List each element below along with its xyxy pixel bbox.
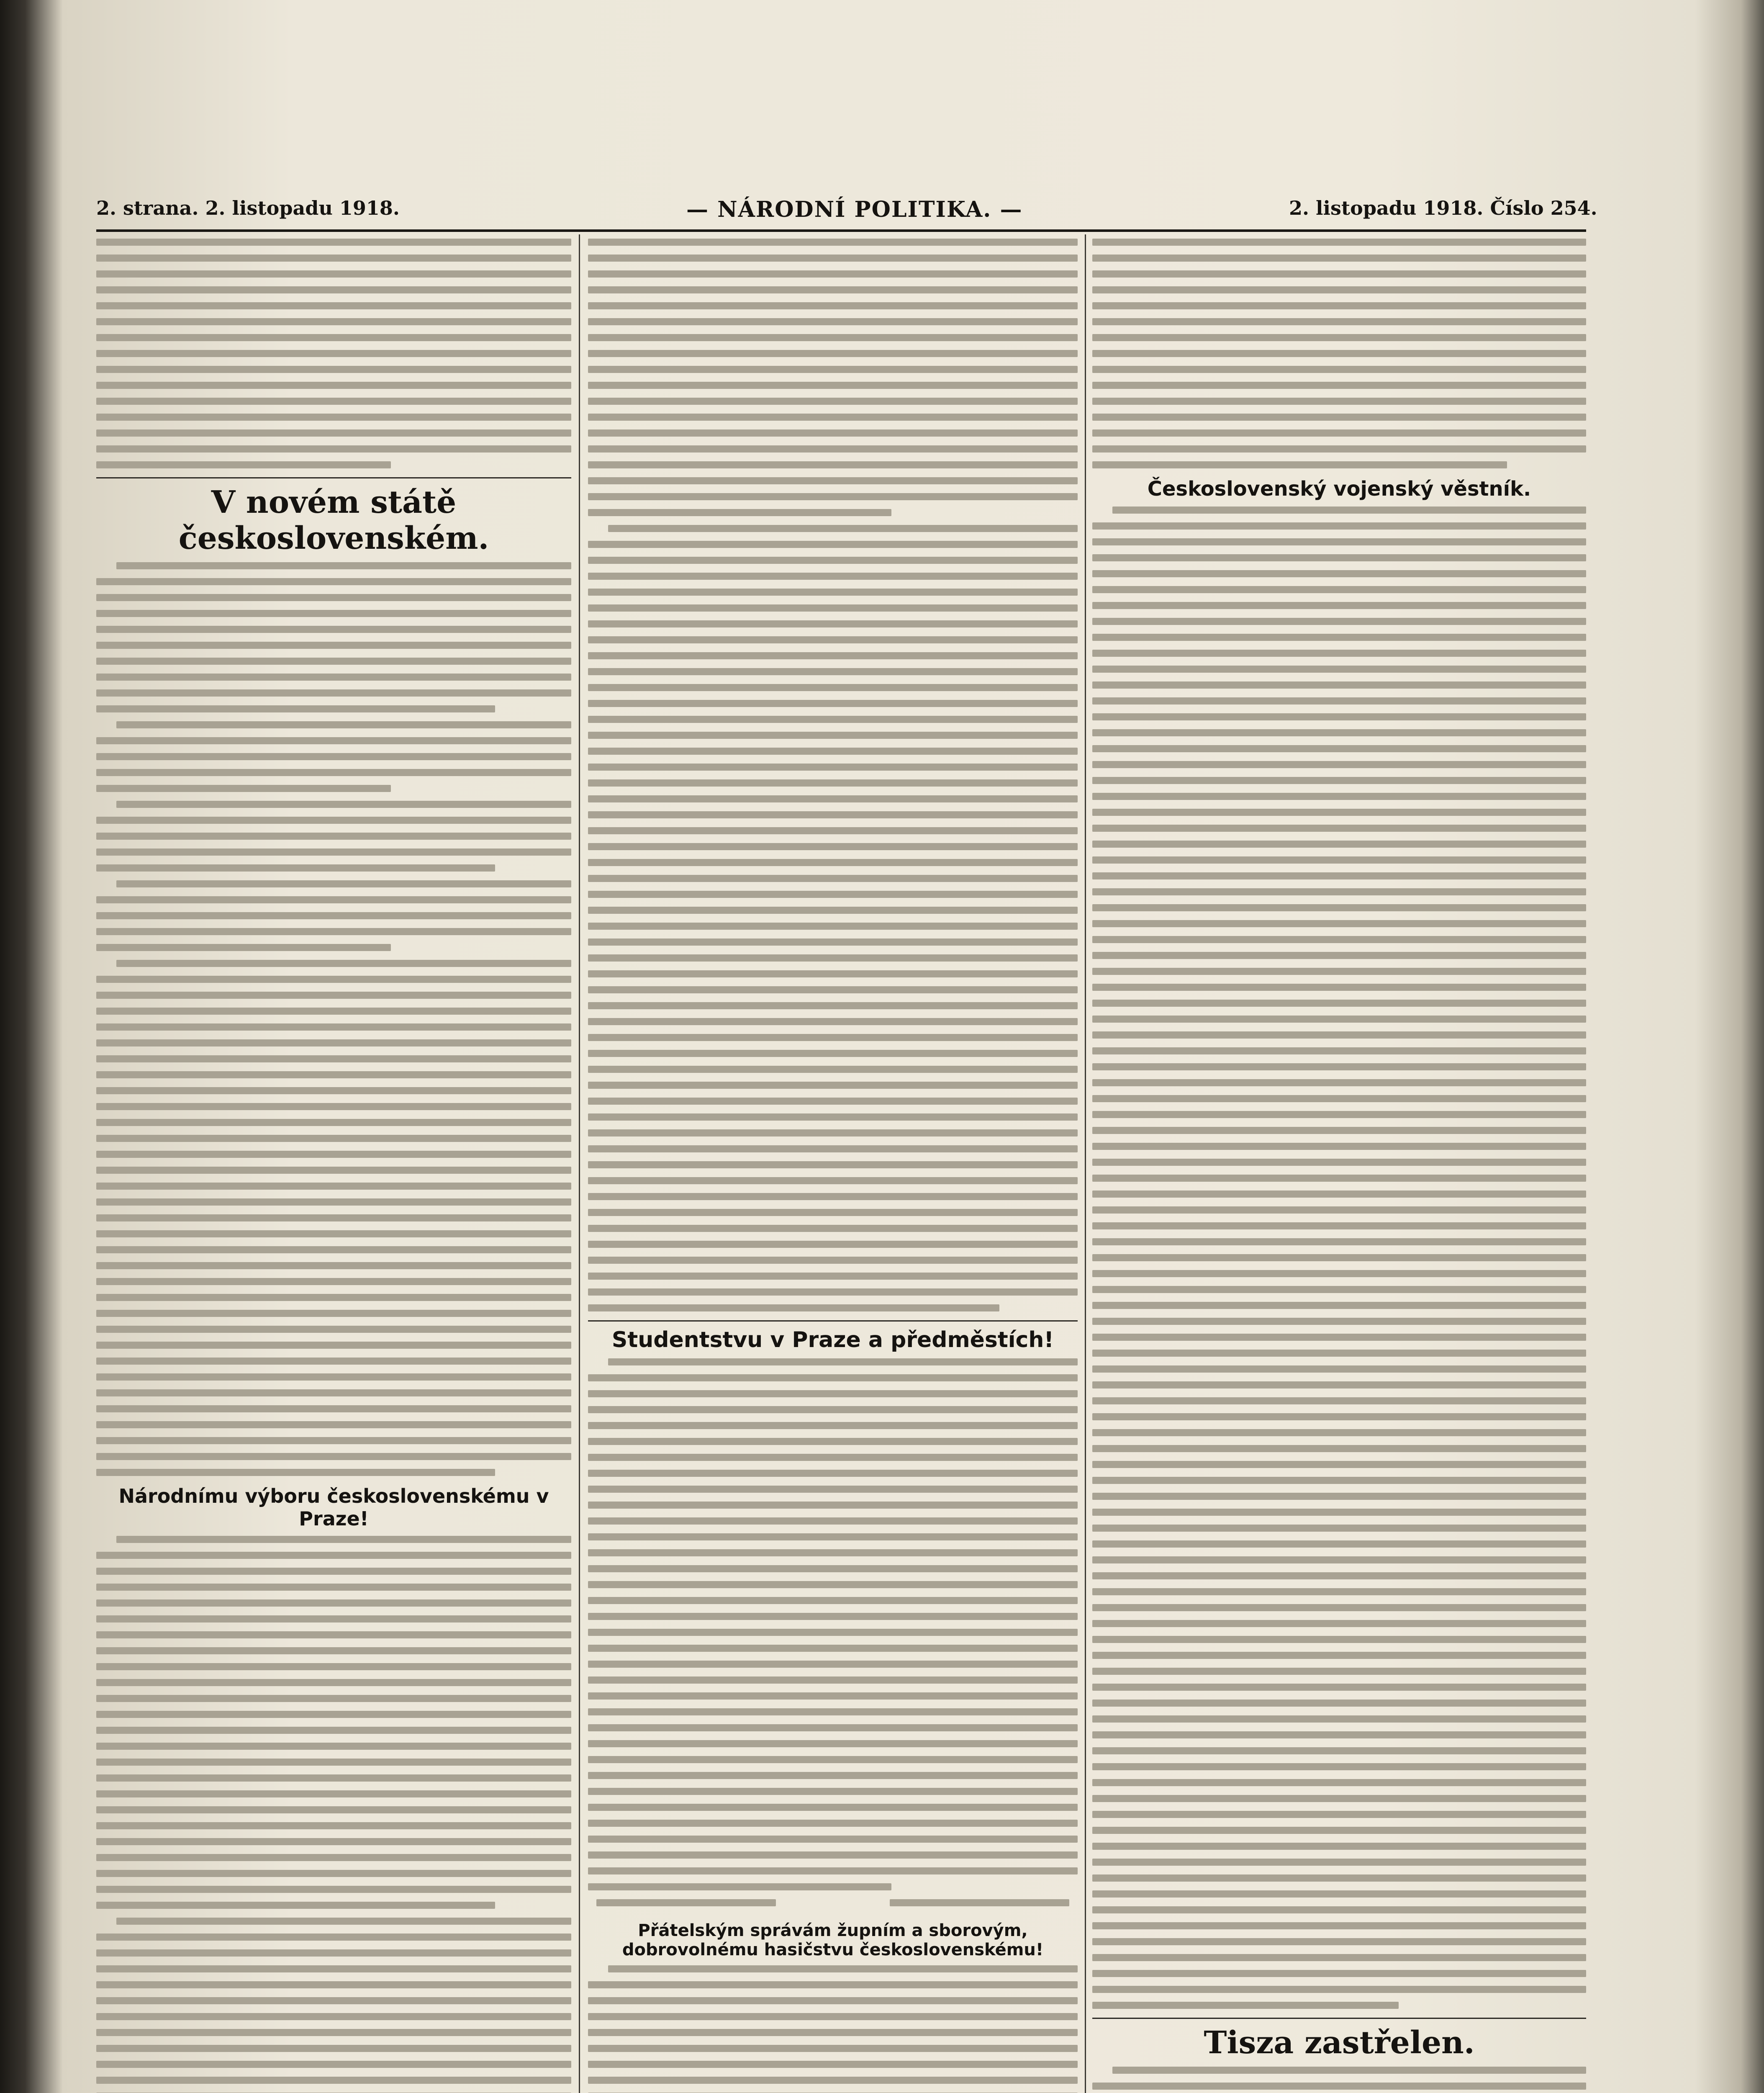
header-rule <box>96 229 1586 232</box>
column-divider <box>579 234 580 2093</box>
text-block <box>96 562 571 1476</box>
section-heading: Studentstvu v Praze a předměstích! <box>611 1327 1054 1352</box>
page-header-right: 2. listopadu 1918. Číslo 254. <box>1289 197 1597 219</box>
masthead-title: — NÁRODNÍ POLITIKA. — <box>686 197 1023 222</box>
text-block <box>1092 507 1586 2009</box>
text-block <box>588 239 1078 1311</box>
text-block <box>96 239 571 468</box>
column-3 <box>1092 239 1586 2093</box>
page-header-left: 2. strana. 2. listopadu 1918. <box>96 197 400 219</box>
section-heading: V novém státě československém. <box>178 484 489 556</box>
text-block <box>588 1358 1078 1890</box>
text-block <box>96 1536 571 2093</box>
column-divider <box>1085 234 1086 2093</box>
text-block <box>1092 239 1586 468</box>
section-heading: Přátelským správám župním a sborovým, dobrovolnému hasičstvu československému! <box>622 1921 1044 1959</box>
text-block <box>1092 2067 1586 2093</box>
section-heading: Národnímu výboru československému v Praze! <box>118 1485 549 1530</box>
column-2 <box>588 239 1078 2093</box>
column-1 <box>96 239 571 2093</box>
section-heading: Československý vojenský věstník. <box>1147 477 1531 501</box>
text-block <box>588 1965 1078 2093</box>
section-heading: Tisza zastřelen. <box>1204 2025 1475 2061</box>
